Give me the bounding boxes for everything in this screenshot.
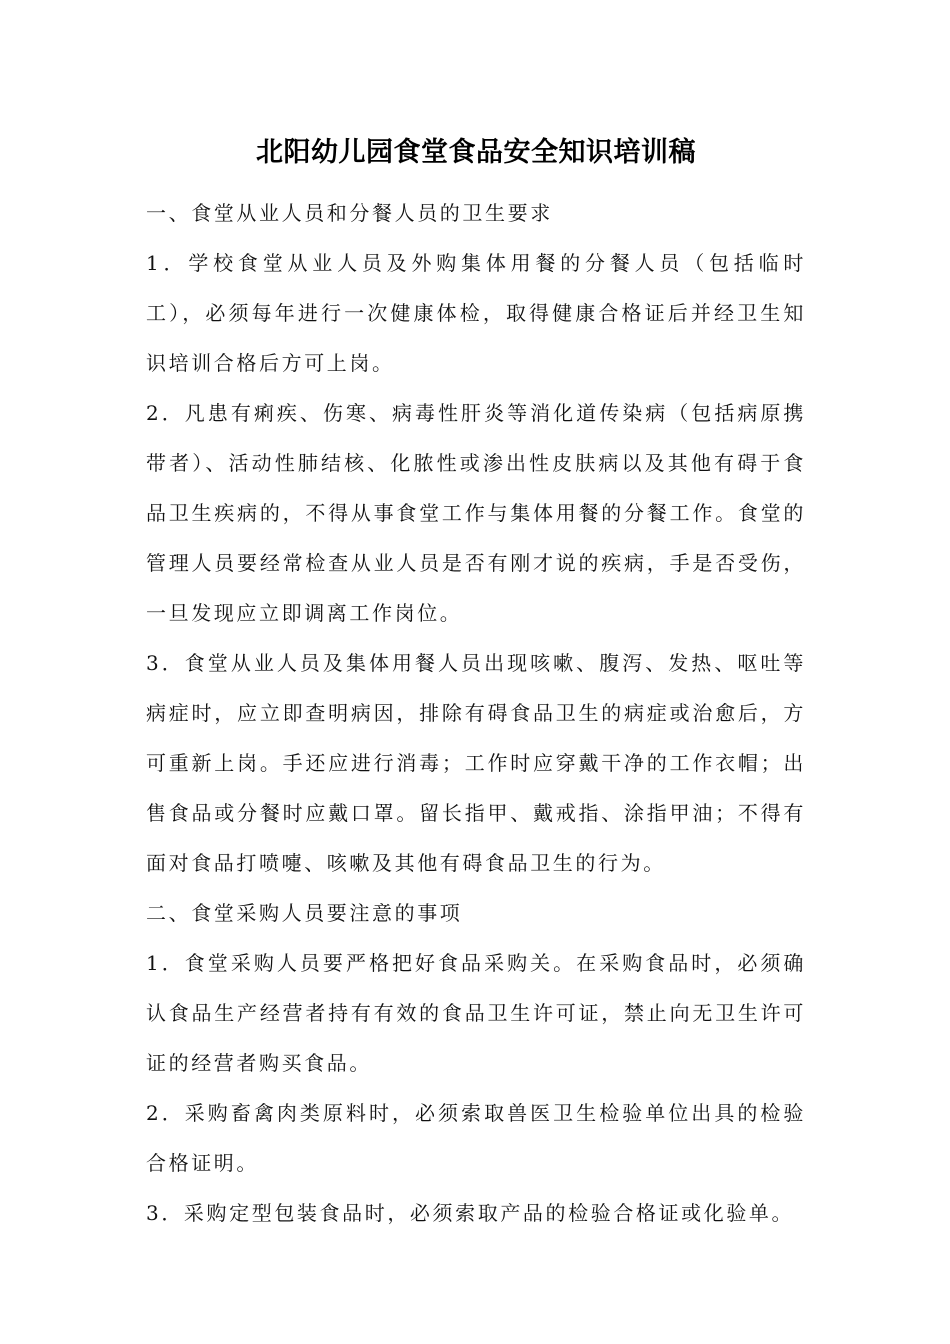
section-2-paragraph-3: 3．采购定型包装食品时，必须索取产品的检验合格证或化验单。 [146,1201,795,1225]
document-page [146,128,806,1238]
section-1-paragraph-2: 2．凡患有痢疾、伤寒、病毒性肝炎等消化道传染病（包括病原携带者）、活动性肺结核、化脓性或渗出性皮肤病以及其他有碍于食品卫生疾病的，不得从事食堂工作与集体用餐的分餐工作。食堂的管理人员要经常检查从业人员是否有刚才说的疾病，手是否受伤，一旦发现应立即调离工作岗位。 [146,401,806,625]
section-2-paragraph-1: 1．食堂采购人员要严格把好食品采购关。在采购食品时，必须确认食品生产经营者持有有效的食品卫生许可证，禁止向无卫生许可证的经营者购买食品。 [146,951,806,1075]
section-1-heading: 一、食堂从业人员和分餐人员的卫生要求 [146,201,553,225]
section-1-paragraph-3: 3．食堂从业人员及集体用餐人员出现咳嗽、腹泻、发热、呕吐等病症时，应立即查明病因，排除有碍食品卫生的病症或治愈后，方可重新上岗。手还应进行消毒；工作时应穿戴干净的工作衣帽；出售食品或分餐时应戴口罩。留长指甲、戴戒指、涂指甲油；不得有面对食品打喷嚏、咳嗽及其他有碍食品卫生的行为。 [146,651,806,875]
section-1 [146,188,806,888]
section-2-heading: 二、食堂采购人员要注意的事项 [146,901,463,925]
section-2 [146,888,806,1238]
section-1-paragraph-1: 1．学校食堂从业人员及外购集体用餐的分餐人员（包括临时工），必须每年进行一次健康体检，取得健康合格证后并经卫生知识培训合格后方可上岗。 [146,251,806,375]
document-title: 北阳幼儿园食堂食品安全知识培训稿 [256,137,696,168]
section-2-paragraph-2: 2．采购畜禽肉类原料时，必须索取兽医卫生检验单位出具的检验合格证明。 [146,1101,806,1175]
